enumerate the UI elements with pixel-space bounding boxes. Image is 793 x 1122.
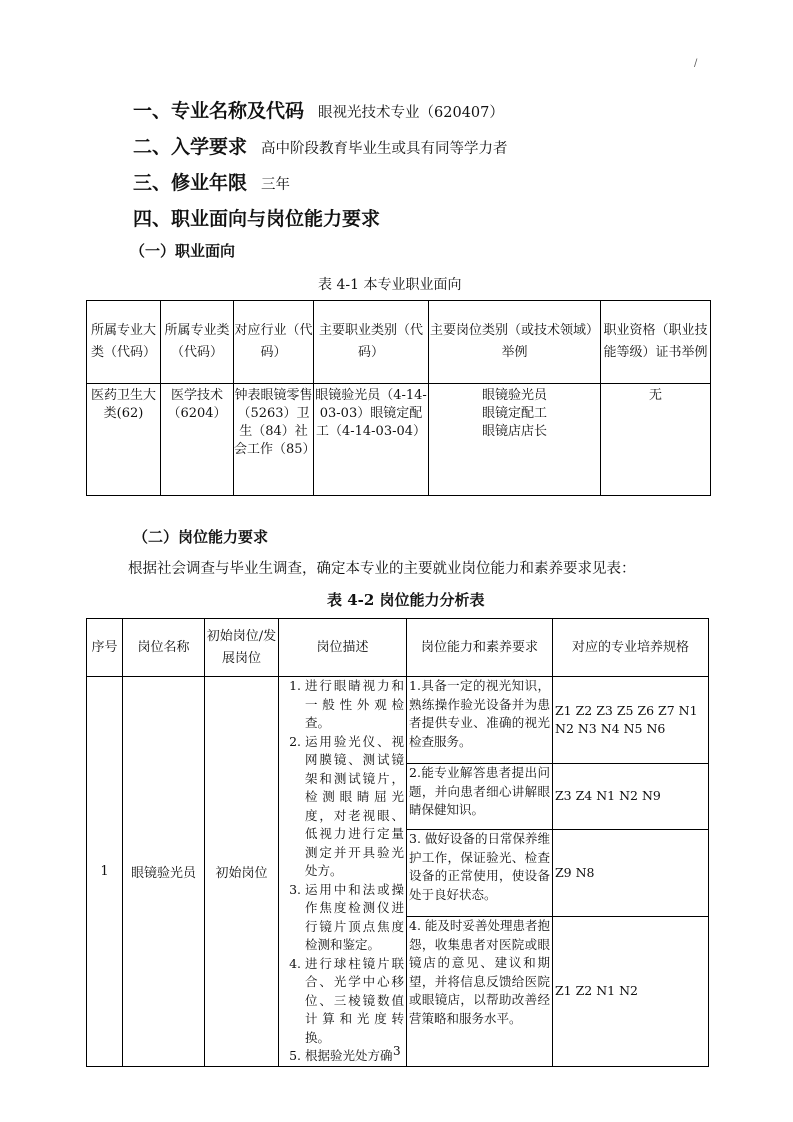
intro-paragraph: 根据社会调查与毕业生调查，确定本专业的主要就业岗位能力和素养要求见表： — [128, 561, 636, 577]
section-major-name — [133, 96, 504, 123]
table-cell: 钟表眼镜零售（5263）卫生（84）社会工作（85） — [234, 384, 314, 496]
section-title: 三、修业年限 — [133, 172, 248, 194]
section-duration — [133, 168, 290, 195]
list-item: 4. 进行球柱镜片联合、光学中心移位、三棱镜数值计算和光度转换。 — [305, 955, 404, 1048]
table-header-row — [87, 301, 711, 384]
section-value: 眼视光技术专业（620407） — [318, 105, 504, 121]
list-item: 5. 根据验光处方确 — [305, 1047, 404, 1066]
table1-caption: 表 4-1 本专业职业面向 — [318, 277, 462, 293]
ability-cell: 4. 能及时妥善处理患者抱怨，收集患者对医院或眼镜店的意见、建议和期望，并将信息反馈给医院或眼镜店，以帮助改善经营策略和服务水平。 — [407, 917, 553, 1066]
table-header-cell: 初始岗位/发展岗位 — [205, 619, 279, 677]
table-row — [87, 677, 709, 764]
ability-cell: 1.具备一定的视光知识，熟练操作验光设备并为患者提供专业、准确的视光检查服务。 — [407, 677, 553, 764]
row-number: 1 — [87, 677, 123, 1067]
ability-cell: 2.能专业解答患者提出问题，并向患者细心讲解眼睛保健知识。 — [407, 764, 553, 830]
table-header-cell: 岗位描述 — [279, 619, 407, 677]
post-type: 初始岗位 — [205, 677, 279, 1067]
section-title: 一、专业名称及代码 — [133, 100, 305, 122]
table-header-cell: 所属专业类（代码） — [161, 301, 234, 384]
table-header-row — [87, 619, 709, 677]
subsection-post-ability: （二）岗位能力要求 — [133, 528, 269, 546]
post-name: 眼镜验光员 — [123, 677, 205, 1067]
list-item: 3. 运用中和法或操作焦度检测仪进行镜片顶点焦度检测和鉴定。 — [305, 881, 404, 955]
section-value: 三年 — [261, 177, 291, 193]
table-header-cell: 对应的专业培养规格 — [553, 619, 709, 677]
section-admission — [133, 132, 508, 159]
section-title: 四、职业面向与岗位能力要求 — [133, 208, 381, 230]
subsection-career-orientation: （一）职业面向 — [130, 242, 236, 260]
table-cell: 无 — [601, 384, 711, 496]
table-cell: 眼镜验光员（4-14-03-03）眼镜定配工（4-14-03-04） — [314, 384, 429, 496]
spec-cell: Z3 Z4 N1 N2 N9 — [553, 764, 709, 830]
table2-caption: 表 4-2 岗位能力分析表 — [327, 591, 485, 609]
page-number: 3 — [393, 1044, 401, 1058]
section-title: 二、入学要求 — [133, 136, 248, 158]
list-item: 2. 运用验光仪、视网膜镜、测试镜架和测试镜片，检测眼睛屈光度，对老视眼、低视力进行定量测定并开具验光处方。 — [305, 733, 404, 881]
table-header-cell: 主要职业类别（代码） — [314, 301, 429, 384]
table-cell: 眼镜验光员 眼镜定配工 眼镜店店长 — [429, 384, 601, 496]
table-header-cell: 主要岗位类别（或技术领域）举例 — [429, 301, 601, 384]
section-career — [133, 204, 380, 231]
table-header-cell: 对应行业（代码） — [234, 301, 314, 384]
spec-cell: Z9 N8 — [553, 830, 709, 917]
ability-cell: 3. 做好设备的日常保养维护工作，保证验光、检查设备的正常使用，使设备处于良好状态。 — [407, 830, 553, 917]
post-ability-table — [86, 618, 709, 1067]
section-value: 高中阶段教育毕业生或具有同等学力者 — [261, 141, 508, 157]
table-row — [87, 384, 711, 496]
table-header-cell: 岗位能力和素养要求 — [407, 619, 553, 677]
table-header-cell: 所属专业大类（代码） — [87, 301, 161, 384]
table-header-cell: 岗位名称 — [123, 619, 205, 677]
post-description — [279, 677, 407, 1067]
table-header-cell: 职业资格（职业技能等级）证书举例 — [601, 301, 711, 384]
career-orientation-table — [86, 300, 711, 496]
table-cell: 医学技术（6204） — [161, 384, 234, 496]
table-header-cell: 序号 — [87, 619, 123, 677]
list-item: 1. 进行眼睛视力和一般性外观检查。 — [305, 677, 404, 733]
table-cell: 医药卫生大类(62) — [87, 384, 161, 496]
spec-cell: Z1 Z2 Z3 Z5 Z6 Z7 N1 N2 N3 N4 N5 N6 — [553, 677, 709, 764]
spec-cell: Z1 Z2 N1 N2 — [553, 917, 709, 1066]
corner-mark: / — [694, 58, 698, 69]
